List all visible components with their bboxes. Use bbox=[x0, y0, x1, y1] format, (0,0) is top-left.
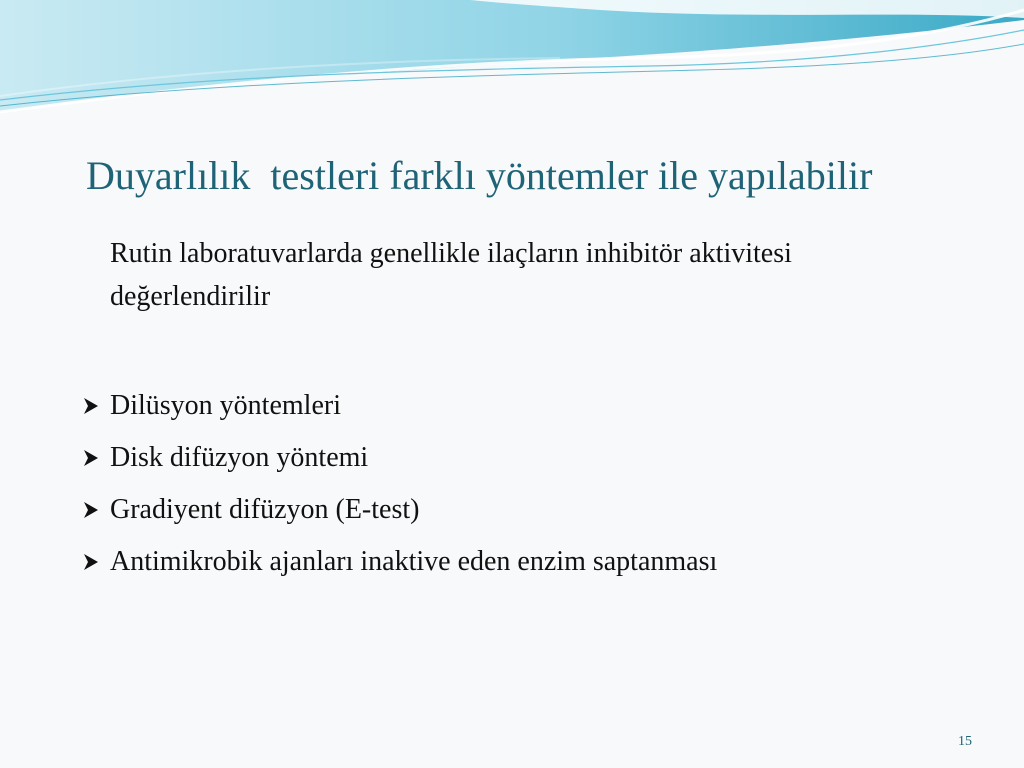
arrow-bullet-icon bbox=[80, 496, 110, 524]
list-item bbox=[80, 432, 980, 484]
list-item bbox=[80, 380, 980, 432]
bullet-text: Disk difüzyon yöntemi bbox=[110, 442, 369, 473]
decorative-wave-header bbox=[0, 0, 1024, 130]
bullet-text: Antimikrobik ajanları inaktive eden enzim saptanması bbox=[110, 546, 718, 577]
list-item bbox=[80, 484, 980, 536]
bullet-list bbox=[80, 380, 980, 588]
arrow-bullet-icon bbox=[80, 444, 110, 472]
bullet-text: Gradiyent difüzyon (E-test) bbox=[110, 494, 420, 525]
intro-text: Rutin laboratuvarlarda genellikle ilaçların inhibitör aktivitesi değerlendirilir bbox=[110, 238, 792, 312]
page-number: 15 bbox=[958, 734, 972, 749]
arrow-bullet-icon bbox=[80, 548, 110, 576]
slide-title: Duyarlılık testleri farklı yöntemler ile yapılabilir bbox=[86, 153, 873, 198]
list-item bbox=[80, 536, 980, 588]
arrow-bullet-icon bbox=[80, 392, 110, 420]
bullet-text: Dilüsyon yöntemleri bbox=[110, 390, 341, 421]
